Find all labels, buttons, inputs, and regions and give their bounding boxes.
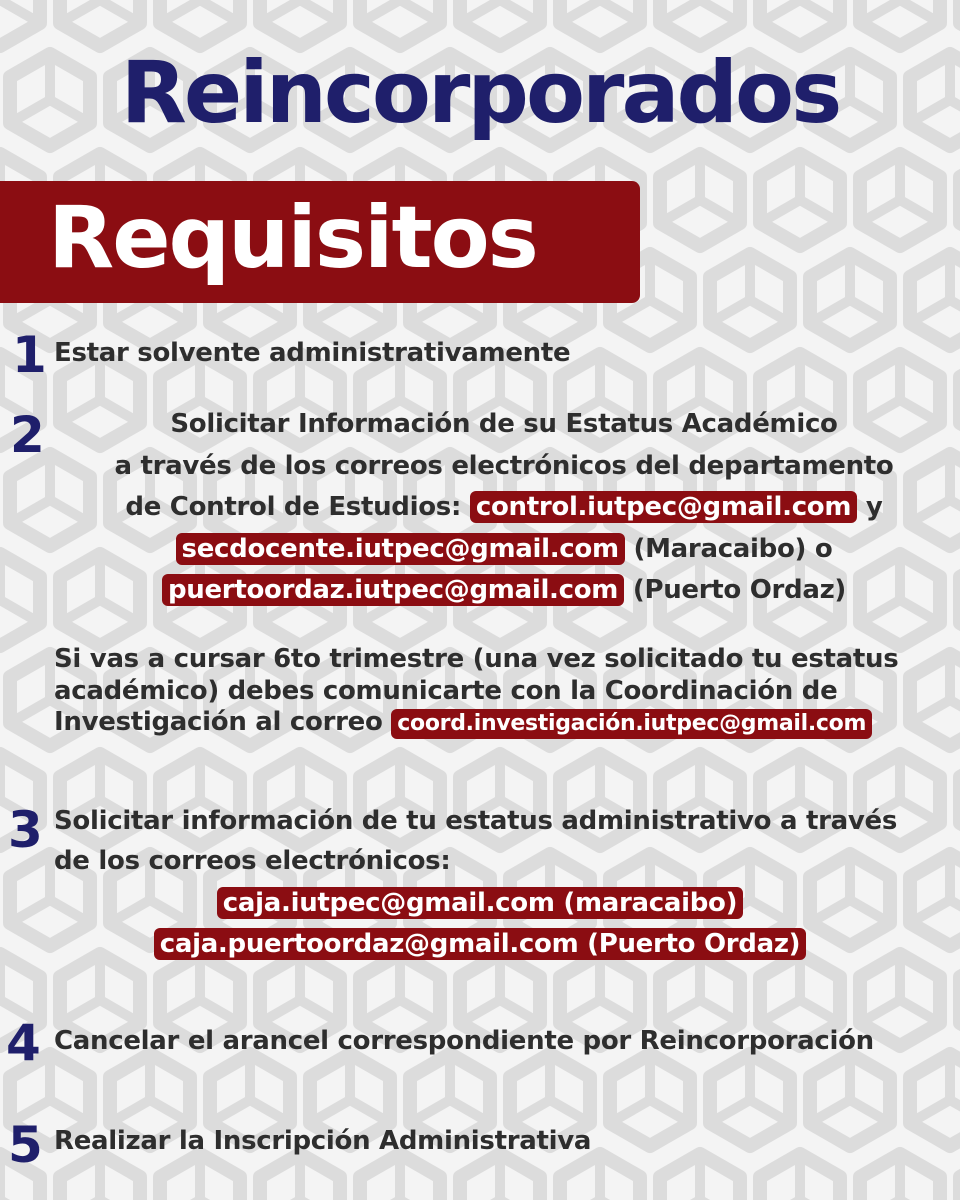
requisitos-banner: [0, 181, 640, 303]
email-secdocente-link[interactable]: secdocente.iutpec@gmail.com: [176, 533, 625, 565]
step-2-number: 2: [10, 406, 45, 464]
step-2-line-4: [24, 533, 960, 565]
email-investigacion-link[interactable]: coord.investigación.iutpec@gmail.com: [391, 709, 872, 739]
step-3-email-row-2: [0, 928, 960, 960]
step-2-line-5: [24, 574, 960, 606]
step-3-line-2: de los correos electrónicos:: [54, 846, 451, 876]
puerto-ordaz-label: (Puerto Ordaz): [632, 575, 847, 605]
step-3-email-row-1: [0, 887, 960, 919]
email-caja-puertoordaz-link[interactable]: caja.puertoordaz@gmail.com (Puerto Ordaz): [154, 928, 807, 960]
email-puertoordaz-link[interactable]: puertoordaz.iutpec@gmail.com: [162, 574, 624, 606]
note-line-2: académico) debes comunicarte con la Coordinación de: [54, 676, 838, 706]
step-3-number: 3: [8, 801, 43, 859]
note-line-3: [54, 707, 872, 739]
banner-heading: Requisitos: [48, 188, 537, 288]
step-1-number: 1: [12, 326, 47, 384]
email-caja-link[interactable]: caja.iutpec@gmail.com (maracaibo): [217, 887, 743, 919]
step-4-text: Cancelar el arancel correspondiente por Reincorporación: [54, 1026, 874, 1056]
email-control-link[interactable]: control.iutpec@gmail.com: [470, 491, 857, 523]
step-2-line-1: Solicitar Información de su Estatus Académico: [170, 409, 838, 439]
step-2-line-3-prefix: de Control de Estudios:: [125, 492, 462, 522]
conjunction-y: y: [865, 492, 883, 522]
note-line-1: Si vas a cursar 6to trimestre (una vez solicitado tu estatus: [54, 644, 899, 674]
step-5-number: 5: [8, 1116, 43, 1174]
note-line-3-prefix: Investigación al correo: [54, 707, 383, 737]
step-4-number: 4: [6, 1014, 41, 1072]
step-1-text: Estar solvente administrativamente: [54, 338, 571, 368]
maracaibo-label: (Maracaibo) o: [633, 534, 833, 564]
step-2-line-3: [24, 491, 960, 523]
page-title: Reincorporados: [120, 43, 840, 143]
step-5-text: Realizar la Inscripción Administrativa: [54, 1126, 592, 1156]
step-3-line-1: Solicitar información de tu estatus administrativo a través: [54, 806, 898, 836]
step-2-line-2: a través de los correos electrónicos del departamento: [114, 451, 894, 481]
